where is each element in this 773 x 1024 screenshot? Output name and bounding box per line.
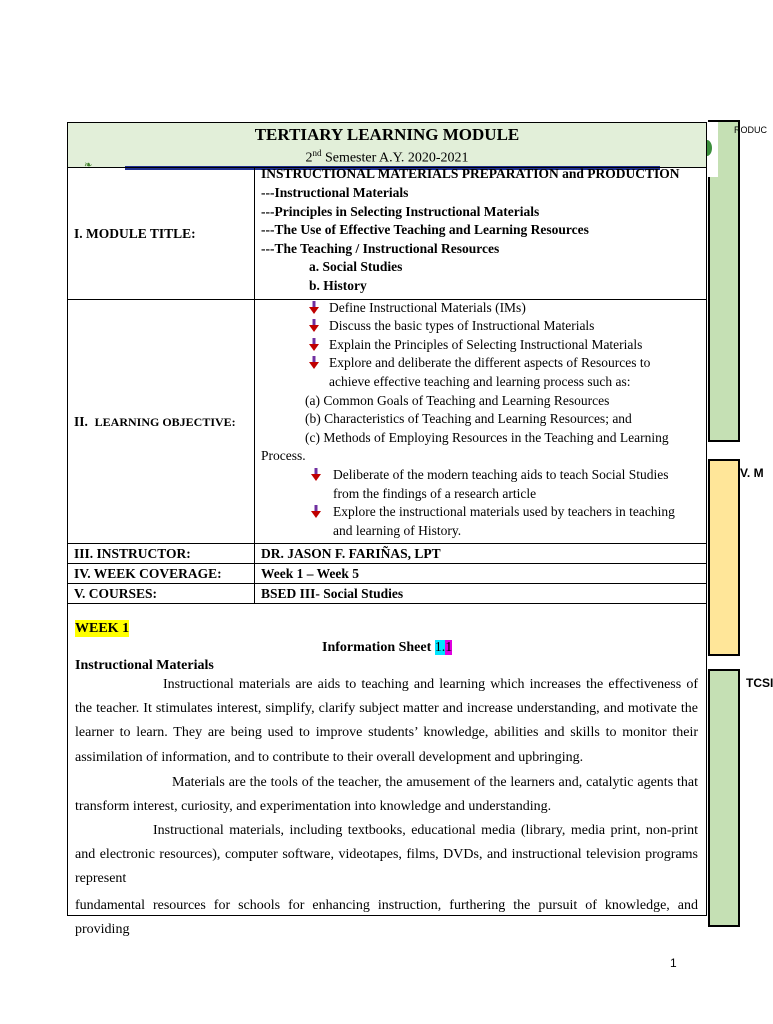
- information-sheet-label: Information Sheet: [322, 640, 435, 655]
- objective-text: Deliberate of the modern teaching aids to teach Social Studies: [333, 466, 669, 482]
- objective-sub-point: (c) Methods of Employing Resources in the Teaching and Learning: [305, 429, 669, 445]
- learning-objective-roman: II.: [74, 413, 88, 429]
- body-paragraph: Materials are the tools of the teacher, the amusement of the learners and, catalytic agents that transform interest, curiosity, and experimentation into knowledge and understanding.: [75, 775, 698, 815]
- side-label-2: V. M: [740, 466, 764, 480]
- courses-label: V. COURSES:: [68, 584, 255, 604]
- body-paragraph: Instructional materials are aids to teaching and learning which increases the effectiveness of the teacher. It stimulates interest, simplify, clarify subject matter and increase understanding, and motivate the learner to learn. They are being used to improve students’ knowledge, abilities and skills to monitor their assimilation of information, and to contribute to their overall development and upbringing.: [75, 677, 698, 765]
- semester-ordinal: 2: [305, 150, 313, 166]
- semester-suffix: nd: [312, 148, 322, 158]
- leaf-icon: ❧: [84, 160, 93, 171]
- module-title-line: ---Principles in Selecting Instructional Materials: [261, 203, 540, 219]
- objective-text: Discuss the basic types of Instructional Materials: [329, 318, 595, 334]
- information-sheet-number: 1.: [434, 640, 446, 655]
- week-heading: WEEK 1: [75, 621, 130, 636]
- module-title-line: INSTRUCTIONAL MATERIALS PREPARATION and PRODUCTION: [261, 166, 680, 182]
- information-sheet-subnumber: 1: [445, 640, 453, 655]
- module-header-title: TERTIARY LEARNING MODULE: [254, 125, 520, 144]
- body-paragraph: Instructional materials, including textbooks, educational media (library, media print, non-print and electronic resources), computer software, videotapes, films, DVDs, and instructional television programs represent: [75, 823, 698, 887]
- content-frame: [67, 122, 707, 916]
- side-panel-orange: [708, 459, 740, 656]
- instructor-value: DR. JASON F. FARIÑAS, LPT: [255, 544, 707, 564]
- objective-sub-point: (a) Common Goals of Teaching and Learning Resources: [305, 392, 610, 408]
- week-coverage-label: IV. WEEK COVERAGE:: [68, 564, 255, 584]
- semester-text: Semester A.Y. 2020-2021: [321, 150, 469, 166]
- section-heading: Instructional Materials: [75, 658, 214, 673]
- body-paragraph: fundamental resources for schools for enhancing instruction, furthering the pursuit of knowledge, and providing: [75, 898, 698, 938]
- module-title-line: ---The Use of Effective Teaching and Learning Resources: [261, 222, 589, 238]
- week-coverage-value: Week 1 – Week 5: [255, 564, 707, 584]
- instructor-label: III. INSTRUCTOR:: [68, 544, 255, 564]
- objective-text: Explain the Principles of Selecting Instructional Materials: [329, 336, 643, 352]
- objective-sub-point: (b) Characteristics of Teaching and Learning Resources; and: [305, 411, 632, 427]
- side-panel-green-bottom: [708, 669, 740, 927]
- module-title-sub-item: b. History: [309, 277, 367, 293]
- objective-continuation: achieve effective teaching and learning process such as:: [329, 374, 631, 390]
- module-title-label: I. MODULE TITLE:: [68, 168, 255, 300]
- objective-continuation: from the findings of a research article: [333, 485, 537, 501]
- module-title-sub-item: a. Social Studies: [309, 259, 403, 275]
- objective-text: Explore the instructional materials used by teachers in teaching: [333, 504, 675, 520]
- objective-continuation: and learning of History.: [333, 522, 462, 538]
- objective-sub-point: Process.: [261, 448, 306, 464]
- side-label-3: TCSI: [746, 676, 773, 690]
- page-number: 1: [670, 956, 677, 970]
- objective-text: Explore and deliberate the different aspects of Resources to: [329, 355, 651, 371]
- module-title-line: ---Instructional Materials: [261, 185, 409, 201]
- learning-objective-text: LEARNING OBJECTIVE:: [94, 414, 236, 429]
- module-title-line: ---The Teaching / Instructional Resources: [261, 240, 500, 256]
- side-label-1: RODUC: [734, 125, 767, 135]
- courses-value: BSED III- Social Studies: [255, 584, 707, 604]
- objective-text: Define Instructional Materials (IMs): [329, 299, 526, 315]
